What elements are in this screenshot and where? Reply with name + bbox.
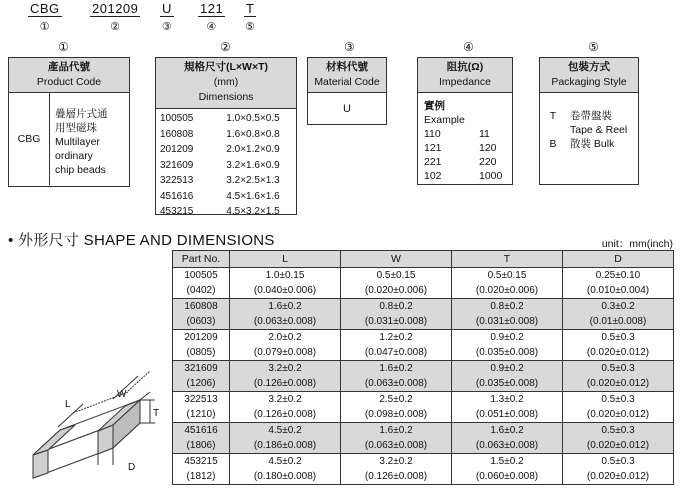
unit-note: unit：mm(inch) xyxy=(601,238,673,250)
cell-w: (0.047±0.008) xyxy=(341,345,452,361)
cell-w: 1.6±0.2 xyxy=(341,361,452,377)
code-value: 201209 xyxy=(92,1,139,16)
dim-code: 201209 xyxy=(160,144,194,155)
cell-part: 453215 xyxy=(173,454,230,470)
table-row xyxy=(173,376,674,392)
table-header-row xyxy=(173,251,674,268)
cell-l: (0.040±0.006) xyxy=(230,283,341,299)
dimensions-number: ② xyxy=(220,40,231,54)
table-row xyxy=(173,361,674,377)
code-segment-1 xyxy=(28,2,62,33)
code-segment-4 xyxy=(198,2,225,33)
cell-d: (0.020±0.012) xyxy=(563,438,674,454)
cell-w: (0.063±0.008) xyxy=(341,438,452,454)
table-row xyxy=(173,299,674,315)
code-value: 121 xyxy=(200,1,224,16)
cell-t: (0.051±0.008) xyxy=(452,407,563,423)
cell-part: 321609 xyxy=(173,361,230,377)
table-row xyxy=(173,283,674,299)
cell-w: (0.031±0.008) xyxy=(341,314,452,330)
cell-part: (0402) xyxy=(173,283,230,299)
cell-part: (0805) xyxy=(173,345,230,361)
header-part-no: Part No. xyxy=(173,251,230,268)
dimensions-row xyxy=(156,127,296,143)
packaging-title-cn: 包裝方式 xyxy=(568,61,610,73)
dim-size: 1.6×0.8×0.8 xyxy=(226,128,280,140)
label-l: L xyxy=(65,399,71,410)
cell-l: 3.2±0.2 xyxy=(230,361,341,377)
cell-w: 2.5±0.2 xyxy=(341,392,452,408)
label-w: W xyxy=(117,389,127,400)
cell-l: (0.180±0.008) xyxy=(230,469,341,485)
cell-l: (0.063±0.008) xyxy=(230,314,341,330)
code-number: ④ xyxy=(206,21,217,33)
pack-desc-cn: 卷帶盤裝 xyxy=(570,110,612,122)
product-code-title-en: Product Code xyxy=(36,76,102,88)
chip-diagram xyxy=(0,370,170,495)
dim-code: 451616 xyxy=(160,190,194,202)
cell-part: (1206) xyxy=(173,376,230,392)
dim-code: 453215 xyxy=(160,206,194,217)
impedance-row xyxy=(424,141,512,155)
cell-part: (1210) xyxy=(173,407,230,423)
table-row xyxy=(173,423,674,439)
header-l: L xyxy=(230,251,341,268)
cell-l: 1.6±0.2 xyxy=(230,299,341,315)
packaging-box xyxy=(539,57,639,185)
cell-t: 1.3±0.2 xyxy=(452,392,563,408)
cell-t: 0.9±0.2 xyxy=(452,330,563,346)
cell-t: (0.063±0.008) xyxy=(452,438,563,454)
impedance-number: ④ xyxy=(463,40,474,54)
cell-l: 4.5±0.2 xyxy=(230,423,341,439)
impedance-header xyxy=(418,58,512,93)
table-row xyxy=(173,392,674,408)
cell-d: (0.020±0.012) xyxy=(563,345,674,361)
cell-l: (0.126±0.008) xyxy=(230,407,341,423)
desc-line: Multilayer xyxy=(55,136,100,148)
dimensions-row xyxy=(156,204,296,220)
cell-l: (0.079±0.008) xyxy=(230,345,341,361)
dim-size: 3.2×1.6×0.9 xyxy=(226,159,280,171)
cell-d: 0.5±0.3 xyxy=(563,454,674,470)
pack-code: B xyxy=(549,138,557,150)
code-number: ⑤ xyxy=(245,21,256,33)
code-value: CBG xyxy=(30,1,60,16)
cell-w: 0.5±0.15 xyxy=(341,268,452,284)
dim-size: 4.5×1.6×1.6 xyxy=(226,190,280,202)
dimensions-row xyxy=(156,158,296,174)
impedance-box xyxy=(417,57,513,185)
cell-t: (0.060±0.008) xyxy=(452,469,563,485)
header-t: T xyxy=(452,251,563,268)
cell-t: 1.5±0.2 xyxy=(452,454,563,470)
cell-t: 0.8±0.2 xyxy=(452,299,563,315)
imp-value: 11 xyxy=(479,128,490,140)
product-code-box xyxy=(8,57,130,187)
code-value: T xyxy=(246,1,255,16)
imp-value: 220 xyxy=(479,156,497,168)
packaging-number: ⑤ xyxy=(588,40,599,54)
packaging-descriptions xyxy=(566,93,638,151)
dim-size: 2.0×1.2×0.9 xyxy=(226,144,280,155)
impedance-body xyxy=(418,93,512,183)
impedance-row xyxy=(424,127,512,141)
imp-value: 1000 xyxy=(479,170,503,182)
dimensions-unit: (mm) xyxy=(213,76,239,88)
cell-t: (0.035±0.008) xyxy=(452,345,563,361)
material-code-title-en: Material Code xyxy=(314,76,380,88)
packaging-header xyxy=(540,58,638,93)
table-row xyxy=(173,454,674,470)
cell-w: 0.8±0.2 xyxy=(341,299,452,315)
imp-code: 121 xyxy=(424,142,442,154)
cell-d: 0.5±0.3 xyxy=(563,361,674,377)
desc-line: chip beads xyxy=(55,164,106,176)
cell-l: 4.5±0.2 xyxy=(230,454,341,470)
cell-d: 0.25±0.10 xyxy=(563,268,674,284)
impedance-example-cn: 實例 xyxy=(424,100,445,112)
table-row xyxy=(173,469,674,485)
packaging-codes xyxy=(540,93,566,151)
cell-t: (0.035±0.008) xyxy=(452,376,563,392)
dimensions-header xyxy=(156,58,296,109)
cell-d: 0.5±0.3 xyxy=(563,392,674,408)
material-code-header xyxy=(308,58,386,93)
impedance-title-cn: 阻抗(Ω) xyxy=(446,61,484,73)
label-d: D xyxy=(128,462,136,473)
cell-w: 3.2±0.2 xyxy=(341,454,452,470)
table-row xyxy=(173,407,674,423)
dimensions-row xyxy=(156,189,296,205)
impedance-row xyxy=(424,169,512,183)
packaging-title-en: Packaging Style xyxy=(551,76,627,88)
cell-w: (0.098±0.008) xyxy=(341,407,452,423)
cell-d: 0.5±0.3 xyxy=(563,330,674,346)
cell-l: (0.126±0.008) xyxy=(230,376,341,392)
impedance-title-en: Impedance xyxy=(439,76,491,88)
material-code-value: U xyxy=(343,103,351,115)
packaging-body xyxy=(540,93,638,151)
pack-code: T xyxy=(549,110,557,122)
cell-d: (0.020±0.012) xyxy=(563,407,674,423)
material-code-title-cn: 材料代號 xyxy=(326,61,368,73)
impedance-row xyxy=(424,155,512,169)
dimensions-list xyxy=(156,109,296,220)
product-code-number: ① xyxy=(58,40,69,54)
pack-desc-cn: 散裝 Bulk xyxy=(570,138,615,150)
imp-value: 120 xyxy=(479,142,497,154)
cell-d: 0.5±0.3 xyxy=(563,423,674,439)
code-number: ③ xyxy=(161,21,173,33)
cell-d: (0.020±0.012) xyxy=(563,376,674,392)
dim-code: 321609 xyxy=(160,159,194,171)
material-code-box xyxy=(307,57,387,125)
dimensions-title-en: Dimensions xyxy=(198,91,254,103)
imp-code: 110 xyxy=(424,128,441,140)
section-title: • 外形尺寸 SHAPE AND DIMENSIONS xyxy=(8,232,275,249)
cell-l: 1.0±0.15 xyxy=(230,268,341,284)
product-code-description xyxy=(50,93,129,185)
dimensions-row xyxy=(156,111,296,127)
code-number: ① xyxy=(39,21,51,33)
header-w: W xyxy=(341,251,452,268)
product-code-value: CBG xyxy=(9,93,50,185)
cell-part: (1812) xyxy=(173,469,230,485)
impedance-example-en: Example xyxy=(424,114,465,126)
cell-l: 2.0±0.2 xyxy=(230,330,341,346)
material-code-number: ③ xyxy=(344,40,355,54)
table-row xyxy=(173,314,674,330)
product-code-header xyxy=(9,58,129,93)
code-segment-3 xyxy=(160,2,174,33)
dimensions-row xyxy=(156,142,296,158)
imp-code: 221 xyxy=(424,156,442,168)
table-body xyxy=(173,268,674,485)
cell-w: 1.6±0.2 xyxy=(341,423,452,439)
cell-d: (0.020±0.012) xyxy=(563,469,674,485)
dim-code: 322513 xyxy=(160,175,194,186)
code-number: ② xyxy=(110,21,121,33)
imp-code: 102 xyxy=(424,170,442,182)
dim-code: 100505 xyxy=(160,113,194,124)
table-row xyxy=(173,268,674,284)
code-segment-5 xyxy=(244,2,256,33)
cell-t: 1.6±0.2 xyxy=(452,423,563,439)
cell-d: 0.3±0.2 xyxy=(563,299,674,315)
shape-dimensions-table xyxy=(172,250,674,485)
label-t: T xyxy=(153,408,160,419)
cell-d: (0.01±0.008) xyxy=(563,314,674,330)
cell-part: 201209 xyxy=(173,330,230,346)
cell-t: (0.020±0.006) xyxy=(452,283,563,299)
cell-w: (0.020±0.006) xyxy=(341,283,452,299)
cell-part: 160808 xyxy=(173,299,230,315)
dim-code: 160808 xyxy=(160,128,194,140)
desc-line: ordinary xyxy=(55,150,93,162)
cell-part: 100505 xyxy=(173,268,230,284)
cell-t: 0.5±0.15 xyxy=(452,268,563,284)
desc-line: 用型磁珠 xyxy=(55,122,97,134)
dim-size: 3.2×2.5×1.3 xyxy=(226,175,280,186)
dim-size: 1.0×0.5×0.5 xyxy=(226,113,280,124)
code-segment-2 xyxy=(90,2,140,33)
cell-part: 322513 xyxy=(173,392,230,408)
pack-desc-en: Tape & Reel xyxy=(570,124,628,136)
dim-size: 4.5×3.2×1.5 xyxy=(226,206,280,217)
cell-w: 1.2±0.2 xyxy=(341,330,452,346)
cell-l: (0.186±0.008) xyxy=(230,438,341,454)
header-d: D xyxy=(563,251,674,268)
cell-d: (0.010±0.004) xyxy=(563,283,674,299)
product-code-title-cn: 產品代號 xyxy=(48,61,90,73)
cell-w: (0.126±0.008) xyxy=(341,469,452,485)
cell-w: (0.063±0.008) xyxy=(341,376,452,392)
desc-line: 疊層片式通 xyxy=(55,108,108,120)
dimensions-box xyxy=(155,57,297,215)
dimensions-row xyxy=(156,173,296,189)
cell-part: (1806) xyxy=(173,438,230,454)
table-row xyxy=(173,438,674,454)
cell-part: (0603) xyxy=(173,314,230,330)
cell-part: 451616 xyxy=(173,423,230,439)
dimensions-title-cn: 規格尺寸(L×W×T) xyxy=(184,61,268,73)
cell-t: (0.031±0.008) xyxy=(452,314,563,330)
cell-t: 0.9±0.2 xyxy=(452,361,563,377)
table-row xyxy=(173,345,674,361)
product-code-body xyxy=(9,93,129,185)
table-row xyxy=(173,330,674,346)
code-value: U xyxy=(162,1,172,16)
cell-l: 3.2±0.2 xyxy=(230,392,341,408)
